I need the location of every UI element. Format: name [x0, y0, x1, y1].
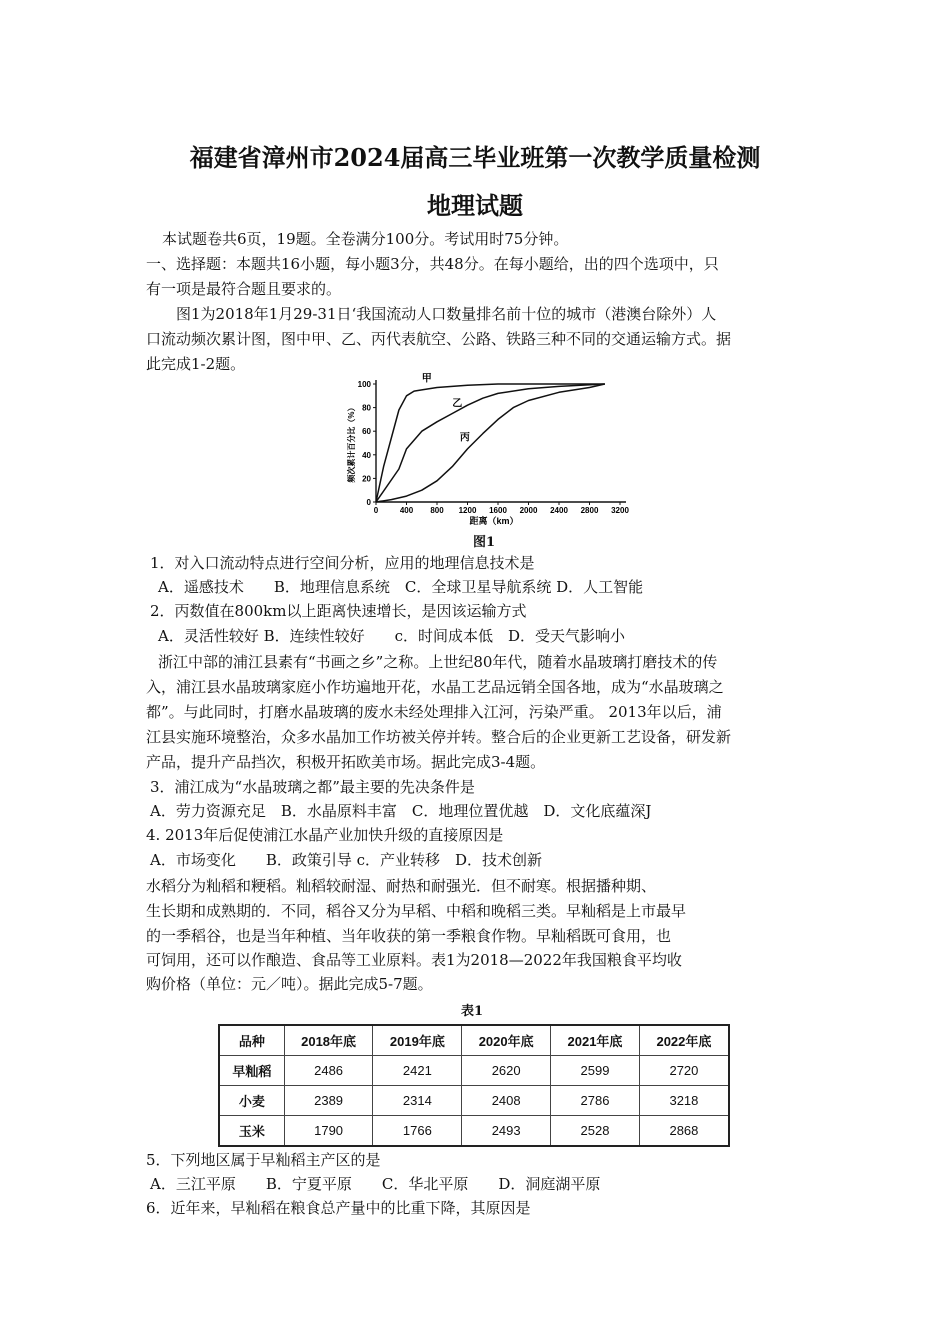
- table-cell: 2528: [551, 1116, 640, 1147]
- table-cell: 2421: [373, 1056, 462, 1086]
- table-cell: 2408: [462, 1086, 551, 1116]
- question-6: 6．近年来，早籼稻在粮食总产量中的比重下降，其原因是: [146, 1199, 531, 1217]
- y-tick-label: 0: [366, 498, 371, 507]
- figure1-chart: [340, 368, 640, 536]
- table-cell: 2599: [551, 1056, 640, 1086]
- curve-label-jia: 甲: [421, 373, 432, 385]
- question-4: 4. 2013年后促使浦江水晶产业加快升级的直接原因是: [146, 826, 504, 844]
- x-tick-label: 1600: [489, 506, 507, 515]
- table-row: [219, 1056, 729, 1086]
- table1-caption: 表1: [461, 1004, 484, 1019]
- table-header-cell: 2020年底: [462, 1025, 551, 1056]
- passage2-line: 浙江中部的浦江县素有“书画之乡”之称。上世纪80年代，随着水晶玻璃打磨技术的传: [158, 653, 718, 671]
- question-5: 5．下列地区属于早籼稻主产区的是: [146, 1151, 381, 1169]
- passage1-line: 口流动频次累计图，图中甲、乙、丙代表航空、公路、铁路三种不同的交通运输方式。据: [146, 330, 732, 348]
- table-cell: 2389: [284, 1086, 373, 1116]
- table-row: [219, 1086, 729, 1116]
- question-3: 3．浦江成为“水晶玻璃之都”最主要的先决条件是: [150, 778, 475, 796]
- exam-intro: 本试题卷共6页，19题。全卷满分100分。考试用时75分钟。: [162, 230, 569, 248]
- question-2: 2．丙数值在800km以上距离快速增长，是因该运输方式: [150, 602, 527, 620]
- question-1-options: A．遥感技术 B．地理信息系统 C．全球卫星导航系统 D．人工智能: [158, 578, 644, 596]
- table-cell: 早籼稻: [219, 1056, 284, 1086]
- passage1-line: 图1为2018年1月29-31日‘我国流动人口数量排名前十位的城市（港澳台除外）人: [176, 305, 717, 323]
- passage3-line: 的一季稻谷，也是当年种植、当年收获的第一季粮食作物。早籼稻既可食用，也: [146, 927, 672, 945]
- x-tick-label: 3200: [611, 506, 629, 515]
- table-header-cell: 2022年底: [639, 1025, 729, 1056]
- passage2-line: 产品，提升产品挡次，积极开拓欧美市场。据此完成3-4题。: [146, 753, 546, 771]
- y-tick-label: 40: [362, 450, 371, 460]
- table-cell: 2868: [639, 1116, 729, 1147]
- x-axis-label: 距离（km）: [469, 516, 519, 526]
- table-cell: 2493: [462, 1116, 551, 1147]
- table-cell: 玉米: [219, 1116, 284, 1147]
- table-cell: 2314: [373, 1086, 462, 1116]
- section-heading: 一、选择题：本题共16小题，每小题3分，共48分。在每小题给，出的四个选项中，只: [146, 255, 719, 273]
- question-5-options: A．三江平原 B．宁夏平原 C．华北平原 D．洞庭湖平原: [150, 1175, 601, 1193]
- series-line: [376, 384, 605, 502]
- passage3-line: 水稻分为籼稻和粳稻。籼稻较耐湿、耐热和耐强光．但不耐寒。根据播种期、: [146, 877, 657, 895]
- x-tick-label: 1200: [458, 506, 477, 515]
- passage3-line: 可饲用，还可以作酿造、食品等工业原料。表1为2018—2022年我国粮食平均收: [146, 951, 682, 969]
- question-1: 1．对入口流动特点进行空间分析，应用的地理信息技术是: [150, 554, 535, 572]
- y-axis-label: 频次累计百分比（%）: [347, 403, 356, 483]
- page-title: 福建省漳州市2024届高三毕业班第一次教学质量检测: [189, 143, 761, 172]
- series-line: [376, 384, 605, 502]
- x-tick-label: 400: [399, 506, 414, 515]
- table-header-cell: 品种: [219, 1025, 284, 1056]
- question-3-options: A．劳力资源充足 B．水晶原料丰富 C．地理位置优越 D．文化底蕴深J: [150, 802, 652, 820]
- x-tick-label: 2000: [519, 506, 538, 515]
- x-tick-label: 2400: [550, 506, 568, 515]
- table-header-row: [219, 1025, 729, 1056]
- table-row: [219, 1116, 729, 1147]
- x-tick-label: 800: [430, 506, 444, 515]
- question-2-options: A．灵活性较好 B．连续性较好 c．时间成本低 D．受天气影响小: [158, 627, 626, 645]
- passage3-line: 购价格（单位：元／吨）。据此完成5-7题。: [146, 975, 433, 993]
- table-cell: 2786: [551, 1086, 640, 1116]
- table-header-cell: 2018年底: [284, 1025, 373, 1056]
- x-tick-label: 2800: [580, 506, 599, 515]
- series-line: [376, 384, 605, 502]
- passage2-line: 入，浦江县水晶玻璃家庭小作坊遍地开花，水晶工艺品远销全国各地，成为“水晶玻璃之: [146, 678, 724, 696]
- table-header-cell: 2021年底: [551, 1025, 640, 1056]
- x-tick-label: 0: [373, 506, 379, 515]
- table-cell: 3218: [639, 1086, 729, 1116]
- table-cell: 2720: [639, 1056, 729, 1086]
- grain-price-table: [218, 1024, 730, 1147]
- curve-label-bing: 丙: [459, 432, 470, 444]
- table-cell: 2486: [284, 1056, 373, 1086]
- y-tick-label: 80: [362, 403, 371, 413]
- curve-label-yi: 乙: [452, 398, 463, 410]
- table-cell: 小麦: [219, 1086, 284, 1116]
- table-cell: 2620: [462, 1056, 551, 1086]
- table-header-cell: 2019年底: [373, 1025, 462, 1056]
- table-cell: 1766: [373, 1116, 462, 1147]
- y-tick-label: 20: [362, 474, 371, 484]
- section-heading-cont: 有一项是最符合题且要求的。: [146, 280, 342, 298]
- page-subtitle: 地理试题: [427, 191, 523, 220]
- passage2-line: 江县实施环境整治，众多水晶加工作坊被关停并转。整合后的企业更新工艺设备，研发新: [146, 728, 732, 746]
- passage1-line: 此完成1-2题。: [146, 355, 246, 373]
- passage3-line: 生长期和成熟期的．不同，稻谷又分为早稻、中稻和晚稻三类。早籼稻是上市最早: [146, 902, 687, 920]
- y-tick-label: 100: [357, 380, 371, 389]
- table-cell: 1790: [284, 1116, 373, 1147]
- question-4-options: A．市场变化 B．政策引导 c．产业转移 D．技术创新: [150, 851, 543, 869]
- passage2-line: 都”。与此同时，打磨水晶玻璃的废水未经处理排入江河，污染严重。 2013年以后，浦: [146, 703, 722, 721]
- y-tick-label: 60: [362, 427, 371, 437]
- figure1-caption: 图1: [473, 535, 496, 550]
